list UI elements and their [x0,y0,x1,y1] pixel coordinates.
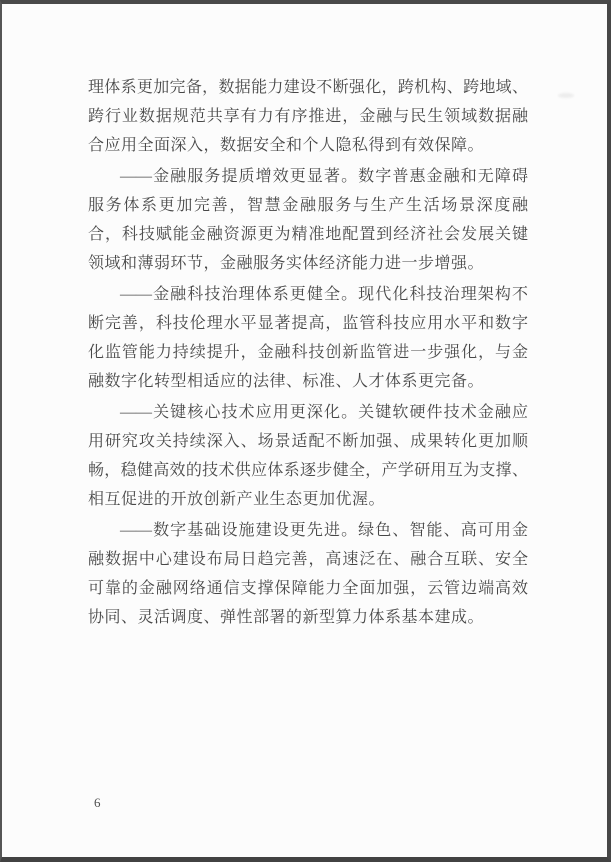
paragraph-continuation [88,73,528,160]
text-line: 可靠的金融网络通信支撑保障能力全面加强，云管边端高效 [88,580,528,597]
text-line: 合应用全面深入，数据安全和个人隐私得到有效保障。 [88,137,485,154]
document-body [88,73,528,632]
scan-artifact-smudge [558,93,574,98]
text-line: 融数据中心建设布局日趋完善，高速泛在、融合互联、安全 [88,551,528,568]
text-line: 断完善，科技伦理水平显著提高，监管科技应用水平和数字 [88,315,528,332]
text-line: 融数字化转型相适应的法律、标准、人才体系更完备。 [88,373,485,390]
paragraph-financial-services [88,162,528,278]
paragraph-core-technology [88,398,528,514]
text-line: ——金融科技治理体系更健全。现代化科技治理架构不 [120,286,528,303]
text-line: 相互促进的开放创新产业生态更加优渥。 [88,491,386,508]
text-line: ——关键核心技术应用更深化。关键软硬件技术金融应 [120,404,528,421]
text-line: 跨行业数据规范共享有力有序推进，金融与民生领域数据融 [88,108,528,125]
text-line: 领域和薄弱环节，金融服务实体经济能力进一步增强。 [88,255,485,272]
text-line: 协同、灵活调度、弹性部署的新型算力体系基本建成。 [88,609,485,626]
text-line: 服务体系更加完善，智慧金融服务与生产生活场景深度融 [88,197,528,214]
text-line: 化监管能力持续提升，金融科技创新监管进一步强化，与金 [88,344,528,361]
text-line: 用研究攻关持续深入、场景适配不断加强、成果转化更加顺 [88,433,528,450]
text-line: ——金融服务提质增效更显著。数字普惠金融和无障碍 [120,168,528,185]
paragraph-digital-infrastructure [88,516,528,632]
text-line: ——数字基础设施建设更先进。绿色、智能、高可用金 [120,522,528,539]
text-line: 合，科技赋能金融资源更为精准地配置到经济社会发展关键 [88,226,528,243]
text-line: 理体系更加完备，数据能力建设不断强化，跨机构、跨地域、 [88,79,528,96]
text-line: 畅，稳健高效的技术供应体系逐步健全，产学研用互为支撑、 [88,462,528,479]
page-number: 6 [94,795,101,810]
paragraph-fintech-governance [88,280,528,396]
